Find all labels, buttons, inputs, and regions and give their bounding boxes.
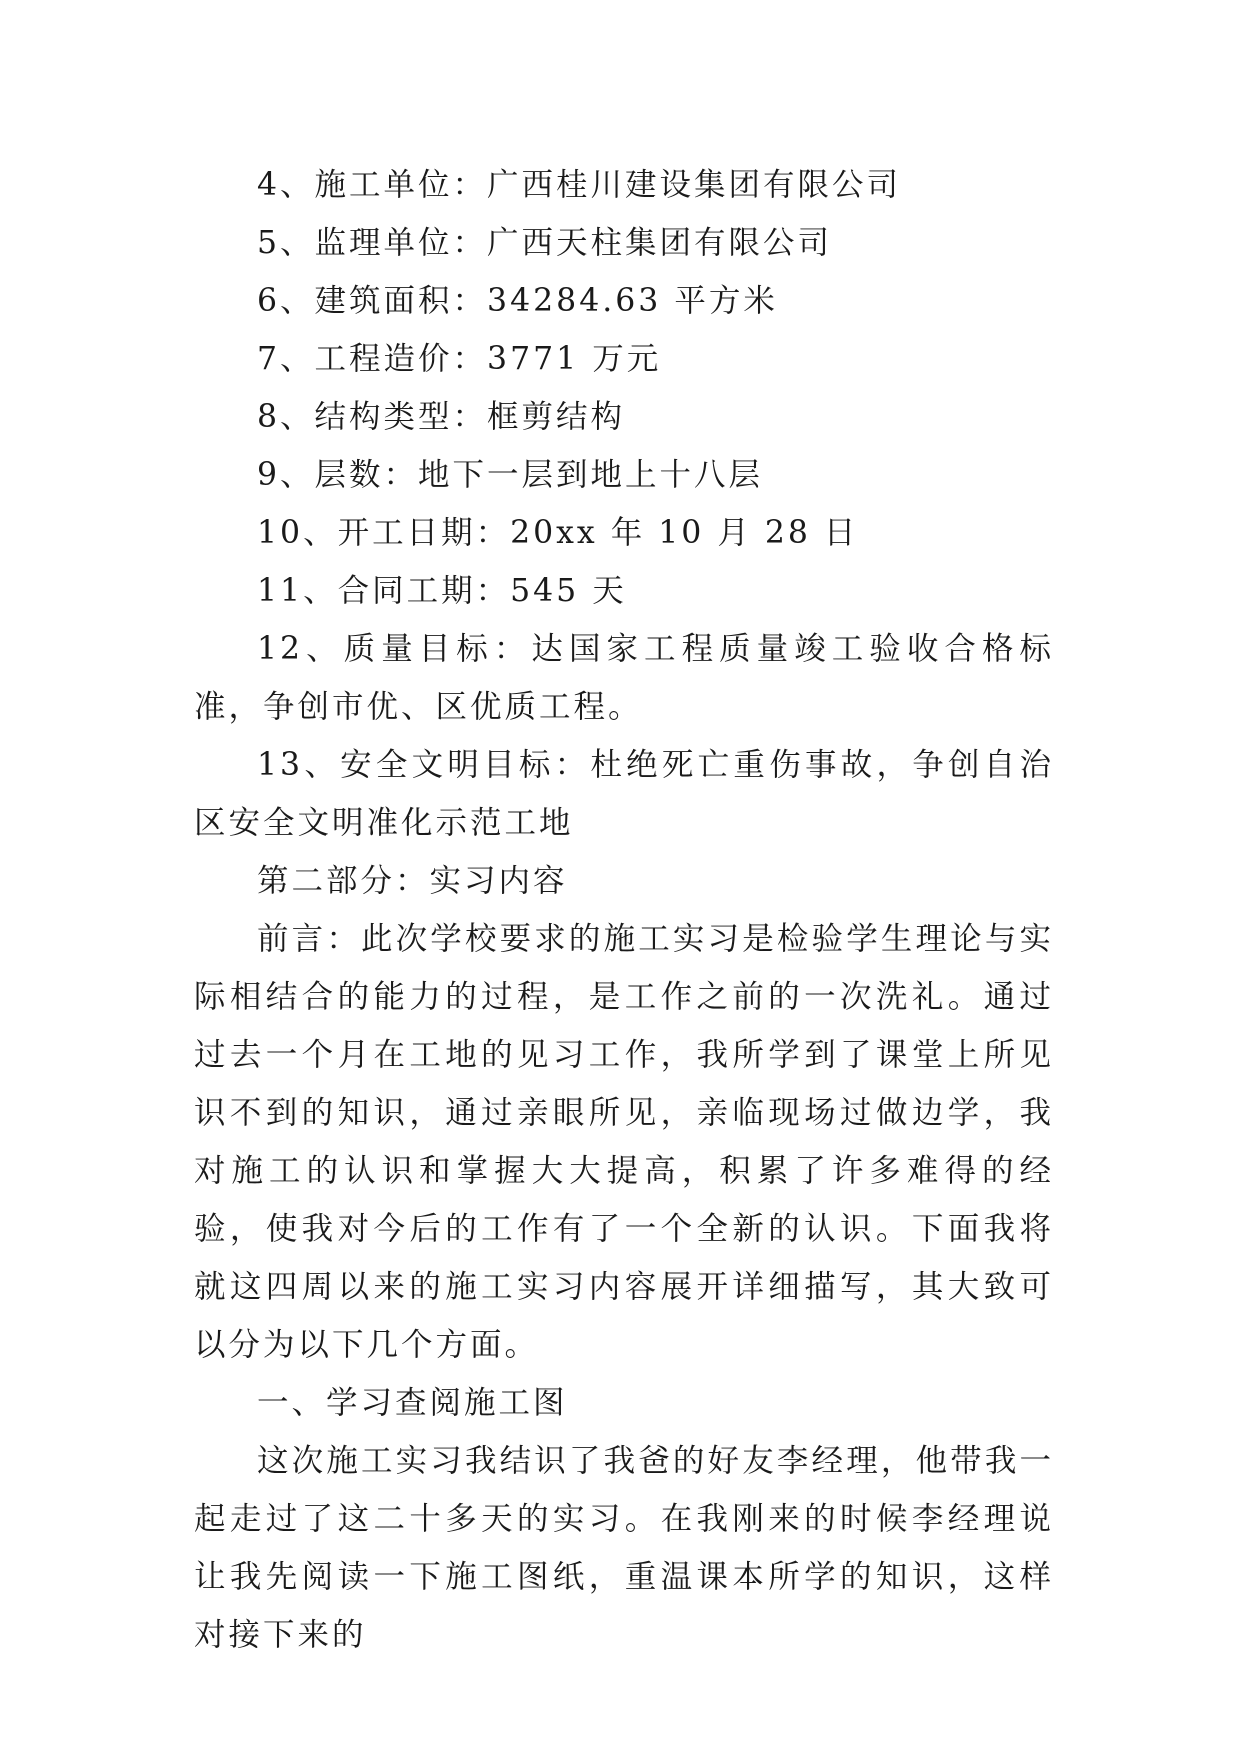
subsection-heading-drawings: 一、学习查阅施工图	[257, 1385, 568, 1421]
document-body	[194, 156, 1054, 1664]
list-item-safety-target: 13、安全文明目标：杜绝死亡重伤事故，争创自治区安全文明准化示范工地	[194, 747, 1054, 841]
list-item-quality-target: 12、质量目标：达国家工程质量竣工验收合格标准，争创市优、区优质工程。	[194, 631, 1054, 725]
list-item-project-cost: 7、工程造价：3771 万元	[257, 341, 662, 377]
list-item-floors: 9、层数：地下一层到地上十八层	[257, 457, 764, 493]
body-paragraph: 这次施工实习我结识了我爸的好友李经理，他带我一起走过了这二十多天的实习。在我刚来的时候李经理说让我先阅读一下施工图纸，重温课本所学的知识，这样对接下来的	[194, 1443, 1054, 1653]
preface-paragraph: 前言：此次学校要求的施工实习是检验学生理论与实际相结合的能力的过程，是工作之前的一次洗礼。通过过去一个月在工地的见习工作，我所学到了课堂上所见识不到的知识，通过亲眼所见，亲临现场过做边学，我对施工的认识和掌握大大提高，积累了许多难得的经验，使我对今后的工作有了一个全新的认识。下面我将就这四周以来的施工实习内容展开详细描写，其大致可以分为以下几个方面。	[194, 921, 1054, 1363]
list-item-construction-unit: 4、施工单位：广西桂川建设集团有限公司	[257, 167, 902, 203]
list-item-building-area: 6、建筑面积：34284.63 平方米	[257, 283, 778, 319]
list-item-contract-period: 11、合同工期：545 天	[257, 573, 627, 609]
list-item-start-date: 10、开工日期：20xx 年 10 月 28 日	[257, 515, 859, 551]
list-item-structure-type: 8、结构类型：框剪结构	[257, 399, 626, 435]
list-item-supervision-unit: 5、监理单位：广西天柱集团有限公司	[257, 225, 833, 261]
section-heading-part-two: 第二部分：实习内容	[257, 863, 568, 899]
